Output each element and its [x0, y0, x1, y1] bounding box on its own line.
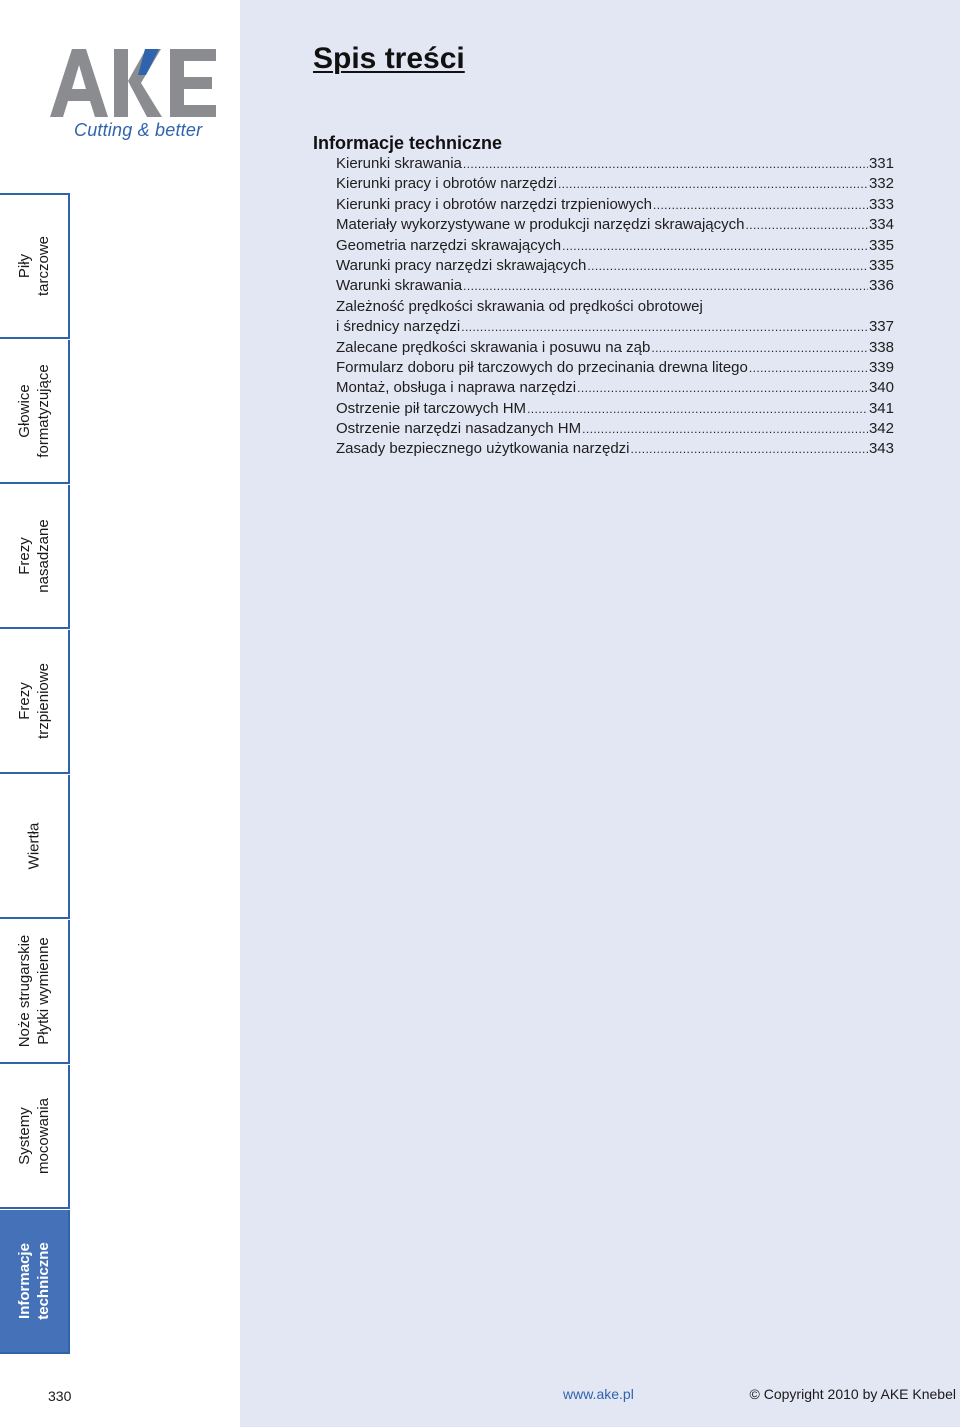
tab-label-line: tarczowe: [35, 235, 52, 297]
tab-label: [15, 364, 53, 457]
tab-informacje-techniczne[interactable]: [0, 1210, 70, 1354]
toc-leader-dots: [527, 399, 868, 419]
ake-logo: [46, 45, 226, 145]
toc-entry-title: Zasady bezpiecznego użytkowania narzędzi: [336, 440, 630, 458]
toc-entry-title: Kierunki pracy i obrotów narzędzi: [336, 175, 557, 193]
tab-label: [25, 823, 44, 870]
tab-frezy-trzpieniowe[interactable]: [0, 630, 70, 774]
toc-leader-dots: [631, 439, 868, 459]
toc-entry-page: 333: [868, 195, 894, 213]
toc-leader-dots: [463, 154, 868, 174]
footer-url-link[interactable]: www.ake.pl: [563, 1386, 634, 1402]
tab-label-line: formatyzujące: [35, 364, 52, 458]
tab-systemy-mocowania[interactable]: [0, 1065, 70, 1209]
toc-entry-page: 338: [868, 338, 894, 356]
toc-entry-title: Formularz doboru pił tarczowych do przecinania drewna litego: [336, 358, 748, 376]
ake-logo-icon: [46, 45, 226, 125]
toc-entry[interactable]: [336, 297, 894, 317]
toc-leader-dots: [582, 419, 868, 439]
toc-entry-page: 340: [868, 379, 894, 397]
toc-entry-page: 334: [868, 216, 894, 234]
tab-noże-strugarskie-płytki-wymienne[interactable]: [0, 920, 70, 1064]
tab-label-line: Systemy: [16, 1107, 33, 1165]
tab-label: [15, 236, 53, 296]
toc-entry-page: 342: [868, 420, 894, 438]
toc-entry[interactable]: [336, 338, 894, 358]
toc-leader-dots: [463, 276, 868, 296]
toc-entry-page: 332: [868, 175, 894, 193]
tab-label: [15, 1098, 53, 1174]
toc-entry[interactable]: [336, 256, 894, 276]
toc-entry-title: Montaż, obsługa i naprawa narzędzi: [336, 379, 577, 397]
toc-entry[interactable]: [336, 174, 894, 194]
tab-label-line: Płytki wymienne: [35, 937, 52, 1045]
tab-label-line: trzpieniowe: [35, 663, 52, 739]
tab-label-line: Wiertła: [25, 822, 43, 870]
toc-entry-title: Warunki pracy narzędzi skrawających: [336, 256, 587, 274]
page-number: 330: [48, 1388, 72, 1404]
toc-entry[interactable]: [336, 419, 894, 439]
tab-label-line: Piły: [16, 253, 33, 279]
toc-entry-page: 339: [868, 358, 894, 376]
toc-leader-dots: [651, 338, 868, 358]
toc-entry[interactable]: [336, 317, 894, 337]
page-title: Spis treści: [313, 42, 465, 75]
toc-leader-dots: [653, 195, 868, 215]
toc-entry[interactable]: [336, 236, 894, 256]
toc-entry-page: 336: [868, 277, 894, 295]
tab-wiertła[interactable]: [0, 775, 70, 919]
table-of-contents: [336, 154, 894, 460]
tab-label-line: mocowania: [35, 1098, 52, 1174]
toc-entry-page: 331: [868, 155, 894, 172]
toc-entry-title: Warunki skrawania: [336, 277, 463, 295]
tab-label: [15, 663, 53, 739]
tab-label-line: Frezy: [16, 682, 33, 720]
toc-entry[interactable]: [336, 154, 894, 174]
toc-entry-page: 337: [868, 318, 894, 336]
toc-leader-dots: [587, 256, 868, 276]
toc-entry[interactable]: [336, 378, 894, 398]
toc-entry-title: Ostrzenie narzędzi nasadzanych HM: [336, 420, 582, 438]
tab-label-line: Frezy: [16, 537, 33, 575]
toc-entry-title: Zależność prędkości skrawania od prędkości obrotowej: [336, 297, 703, 315]
toc-leader-dots: [461, 317, 868, 337]
tab-label-line: Informacje: [16, 1243, 33, 1319]
tab-label-line: techniczne: [35, 1242, 52, 1320]
toc-leader-dots: [577, 378, 868, 398]
toc-entry-title: Kierunki skrawania: [336, 155, 462, 172]
toc-entry[interactable]: [336, 276, 894, 296]
toc-entry[interactable]: [336, 399, 894, 419]
toc-leader-dots: [749, 358, 868, 378]
tab-label: [15, 1242, 53, 1320]
toc-entry-title: Geometria narzędzi skrawających: [336, 236, 562, 254]
logo-tagline: Cutting & better: [74, 120, 203, 140]
tab-frezy-nasadzane[interactable]: [0, 485, 70, 629]
toc-entry-title: Kierunki pracy i obrotów narzędzi trzpieniowych: [336, 195, 652, 213]
toc-entry[interactable]: [336, 358, 894, 378]
tab-label-line: nasadzane: [35, 519, 52, 593]
toc-entry[interactable]: [336, 195, 894, 215]
toc-entry-page: 341: [868, 399, 894, 417]
toc-entry-title: Materiały wykorzystywane w produkcji narzędzi skrawających: [336, 216, 745, 234]
tab-label-line: Noże strugarskie: [16, 934, 33, 1048]
toc-entry[interactable]: [336, 215, 894, 235]
toc-leader-dots: [745, 215, 867, 235]
tab-piły-tarczowe[interactable]: [0, 195, 70, 339]
toc-entry-page: 335: [868, 236, 894, 254]
toc-entry[interactable]: [336, 439, 894, 459]
toc-entry-title: i średnicy narzędzi: [336, 318, 461, 336]
section-title: Informacje techniczne: [313, 133, 503, 153]
tab-label: [15, 519, 53, 592]
toc-entry-page: 335: [868, 256, 894, 274]
footer-copyright: © Copyright 2010 by AKE Knebel: [749, 1386, 956, 1402]
tab-label: [15, 935, 53, 1048]
toc-leader-dots: [562, 236, 868, 256]
toc-leader-dots: [558, 174, 868, 194]
toc-entry-title: Ostrzenie pił tarczowych HM: [336, 399, 527, 417]
toc-entry-title: Zalecane prędkości skrawania i posuwu na ząb: [336, 338, 651, 356]
tab-głowice-formatyzujące[interactable]: [0, 340, 70, 484]
toc-entry-page: 343: [868, 440, 894, 458]
tab-label-line: Głowice: [16, 384, 33, 438]
